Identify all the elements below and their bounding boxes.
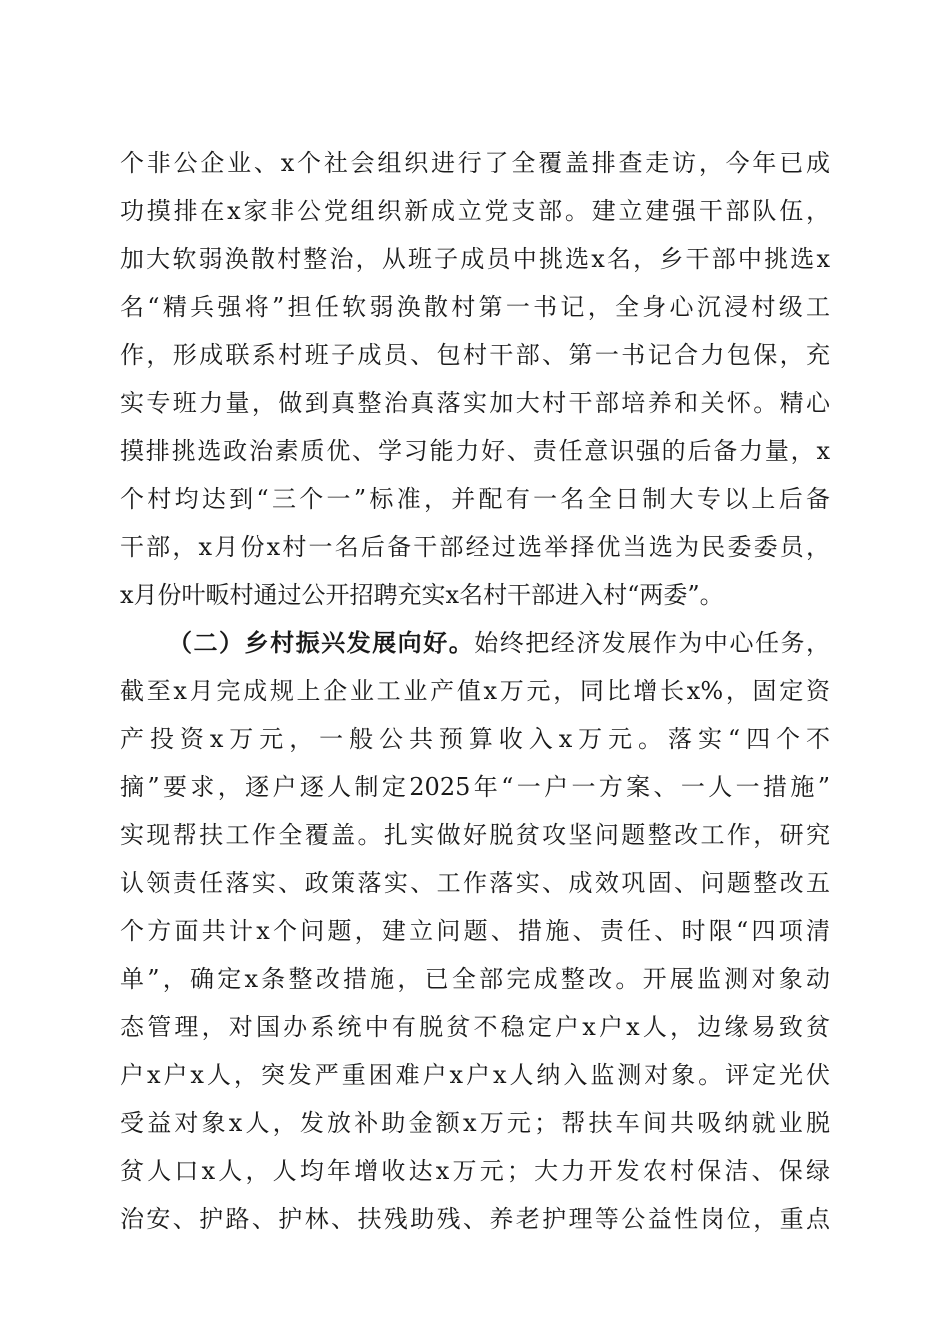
text-line: 治安、护路、护林、扶残助残、养老护理等公益性岗位，重点 [120, 1205, 830, 1233]
text-line: 态管理，对国办系统中有脱贫不稳定户x户x人，边缘易致贫 [120, 1013, 830, 1041]
text-line: 贫人口x人，人均年增收达x万元；大力开发农村保洁、保绿 [120, 1157, 830, 1185]
text-line: 产投资x万元，一般公共预算收入x万元。落实“四个不 [120, 725, 830, 753]
text-line: 摸排挑选政治素质优、学习能力好、责任意识强的后备力量，x [120, 437, 830, 465]
text-line: 摘”要求，逐户逐人制定2025年“一户一方案、一人一措施” [120, 773, 830, 801]
text-line: x月份叶畈村通过公开招聘充实x名村干部进入村“两委”。 [120, 581, 724, 609]
text-line: 个方面共计x个问题，建立问题、措施、责任、时限“四项清 [120, 917, 830, 945]
text-line: 实专班力量，做到真整治真落实加大村干部培养和关怀。精心 [120, 389, 830, 417]
text-line: 认领责任落实、政策落实、工作落实、成效巩固、问题整改五 [120, 869, 830, 897]
text-line: 名“精兵强将”担任软弱涣散村第一书记，全身心沉浸村级工 [120, 293, 830, 321]
text-line: 截至x月完成规上企业工业产值x万元，同比增长x%，固定资 [120, 677, 830, 705]
text-line: 干部，x月份x村一名后备干部经过选举择优当选为民委委员， [120, 533, 830, 561]
text-line: 实现帮扶工作全覆盖。扎实做好脱贫攻坚问题整改工作，研究 [120, 821, 830, 849]
text-line: 户x户x人，突发严重困难户x户x人纳入监测对象。评定光伏 [120, 1061, 830, 1089]
text-line: 受益对象x人，发放补助金额x万元；帮扶车间共吸纳就业脱 [120, 1109, 830, 1137]
text-line: 功摸排在x家非公党组织新成立党支部。建立建强干部队伍， [120, 197, 830, 225]
section-heading: （二）乡村振兴发展向好。 [168, 629, 475, 657]
text-line: 加大软弱涣散村整治，从班子成员中挑选x名，乡干部中挑选x [120, 245, 830, 273]
text-line: 作，形成联系村班子成员、包村干部、第一书记合力包保，充 [120, 341, 830, 369]
text-line: 个非公企业、x个社会组织进行了全覆盖排查走访，今年已成 [120, 149, 830, 177]
text-line: 单”，确定x条整改措施，已全部完成整改。开展监测对象动 [120, 965, 830, 993]
paragraph-first-line [168, 623, 830, 663]
text-span: 始终把经济发展作为中心任务， [474, 629, 831, 657]
text-line: 个村均达到“三个一”标准，并配有一名全日制大专以上后备 [120, 485, 830, 513]
